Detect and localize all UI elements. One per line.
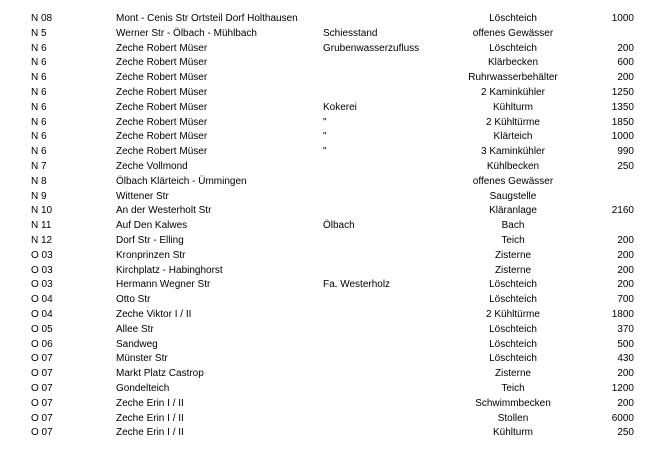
row-location: Zeche Robert Müser — [116, 146, 208, 158]
row-volume: 600 — [617, 57, 634, 69]
row-volume: 200 — [617, 72, 634, 84]
row-note: Grubenwasserzufluss — [323, 42, 420, 54]
row-code: O 07 — [31, 412, 53, 424]
table-row — [0, 338, 652, 353]
row-volume: 200 — [617, 264, 634, 276]
table-row — [0, 426, 652, 441]
row-location: Hermann Wegner Str — [116, 279, 211, 291]
row-type: Teich — [501, 235, 525, 246]
row-note: Ölbach — [323, 220, 355, 232]
row-location: Markt Platz Castrop — [116, 368, 204, 380]
row-volume: 250 — [617, 427, 634, 439]
row-type: Löschteich — [489, 294, 537, 306]
table-row — [0, 219, 652, 234]
row-volume: 430 — [617, 353, 634, 365]
row-code: N 12 — [31, 235, 53, 246]
row-type: Bach — [501, 220, 525, 232]
row-code: N 6 — [31, 72, 47, 84]
row-type: Löschteich — [489, 323, 537, 335]
row-type: Kühlbecken — [486, 161, 540, 172]
row-type: 2 Kühltürme — [486, 309, 540, 320]
row-code: O 07 — [31, 353, 53, 365]
row-code: O 06 — [31, 338, 53, 350]
row-type: 2 Kühltürme — [486, 116, 540, 128]
row-location: Zeche Erin I / II — [116, 397, 184, 409]
row-type: Zisterne — [494, 249, 532, 261]
table-row — [0, 204, 652, 219]
row-location: Zeche Robert Müser — [116, 57, 208, 69]
row-volume: 200 — [617, 235, 634, 246]
table-row — [0, 352, 652, 367]
row-type: Löschteich — [489, 338, 537, 350]
row-type: Ruhrwasserbehälter — [468, 72, 558, 84]
table-row — [0, 116, 652, 131]
table-row — [0, 86, 652, 101]
table-row — [0, 130, 652, 145]
table-row — [0, 12, 652, 27]
row-code: O 07 — [31, 383, 53, 394]
row-type: 2 Kaminkühler — [481, 87, 545, 98]
row-volume: 1000 — [611, 131, 634, 143]
row-volume: 200 — [617, 249, 634, 261]
table-row — [0, 56, 652, 71]
table-row — [0, 190, 652, 205]
row-code: N 8 — [31, 175, 47, 187]
row-type: offenes Gewässer — [472, 27, 554, 39]
row-type: Löschteich — [489, 13, 537, 24]
row-code: N 10 — [31, 205, 53, 217]
row-volume: 200 — [617, 42, 634, 54]
row-location: Werner Str - Ölbach - Mühlbach — [116, 27, 257, 39]
row-code: O 03 — [31, 264, 53, 276]
row-note: Kokerei — [323, 101, 357, 113]
row-volume: 1850 — [611, 116, 634, 128]
row-location: Auf Den Kalwes — [116, 220, 188, 232]
row-code: N 6 — [31, 87, 47, 98]
table-row — [0, 71, 652, 86]
row-type: offenes Gewässer — [472, 175, 554, 187]
row-location: Münster Str — [116, 353, 168, 365]
row-volume: 700 — [617, 294, 634, 306]
row-code: N 6 — [31, 146, 47, 158]
table-row — [0, 264, 652, 279]
row-code: O 07 — [31, 427, 53, 439]
row-code: O 05 — [31, 323, 53, 335]
row-code: O 04 — [31, 309, 53, 320]
row-volume: 1800 — [611, 309, 634, 320]
table-row — [0, 278, 652, 293]
row-volume: 1200 — [611, 383, 634, 394]
row-code: N 6 — [31, 116, 47, 128]
row-type: Zisterne — [494, 368, 532, 380]
row-volume: 1250 — [611, 87, 634, 98]
row-volume: 200 — [617, 279, 634, 291]
row-code: O 03 — [31, 249, 53, 261]
row-type: Löschteich — [489, 279, 537, 291]
table-row — [0, 42, 652, 57]
table-row — [0, 412, 652, 427]
table-row — [0, 175, 652, 190]
table-row — [0, 160, 652, 175]
row-code: N 6 — [31, 101, 47, 113]
row-location: Zeche Robert Müser — [116, 42, 208, 54]
row-note: Fa. Westerholz — [323, 279, 391, 291]
table-row — [0, 308, 652, 323]
row-volume: 500 — [617, 338, 634, 350]
row-type: Saugstelle — [489, 190, 537, 202]
row-code: O 07 — [31, 368, 53, 380]
row-location: Kronprinzen Str — [116, 249, 186, 261]
row-location: Allee Str — [116, 323, 154, 335]
table-row — [0, 27, 652, 42]
row-location: Zeche Erin I / II — [116, 427, 184, 439]
row-code: O 04 — [31, 294, 53, 306]
row-location: Zeche Robert Müser — [116, 131, 208, 143]
row-location: Mont - Cenis Str Ortsteil Dorf Holthausen — [116, 13, 298, 24]
row-type: Kühlturm — [492, 427, 533, 439]
row-type: Kläranlage — [489, 205, 537, 217]
table-row — [0, 397, 652, 412]
row-location: An der Westerholt Str — [116, 205, 212, 217]
row-location: Dorf Str - Elling — [116, 235, 184, 246]
row-volume: 250 — [617, 161, 634, 172]
row-location: Zeche Robert Müser — [116, 101, 208, 113]
row-code: N 9 — [31, 190, 47, 202]
row-type: Klärteich — [493, 131, 533, 143]
row-code: O 03 — [31, 279, 53, 291]
row-code: N 6 — [31, 131, 47, 143]
row-location: Zeche Viktor I / II — [116, 309, 192, 320]
row-volume: 6000 — [611, 412, 634, 424]
row-location: Gondelteich — [116, 383, 170, 394]
row-code: N 11 — [31, 220, 52, 232]
row-note: Schiesstand — [323, 27, 378, 39]
row-code: O 07 — [31, 397, 53, 409]
row-volume: 200 — [617, 397, 634, 409]
row-code: N 5 — [31, 27, 47, 39]
row-volume: 990 — [617, 146, 634, 158]
row-note: " — [323, 131, 327, 143]
row-type: 3 Kaminkühler — [481, 146, 545, 158]
row-location: Kirchplatz - Habinghorst — [116, 264, 223, 276]
row-type: Schwimmbecken — [475, 397, 551, 409]
row-type: Klärbecken — [487, 57, 539, 69]
row-type: Löschteich — [489, 42, 537, 54]
table-row — [0, 234, 652, 249]
row-code: N 08 — [31, 13, 53, 24]
row-location: Zeche Robert Müser — [116, 116, 208, 128]
row-type: Teich — [501, 383, 525, 394]
row-code: N 6 — [31, 42, 47, 54]
row-code: N 7 — [31, 161, 47, 172]
table-row — [0, 323, 652, 338]
table-row — [0, 249, 652, 264]
table-row — [0, 293, 652, 308]
row-location: Zeche Erin I / II — [116, 412, 184, 424]
row-location: Zeche Vollmond — [116, 161, 188, 172]
row-location: Wittener Str — [116, 190, 169, 202]
row-location: Otto Str — [116, 294, 151, 306]
row-volume: 1350 — [611, 101, 634, 113]
row-type: Stollen — [497, 412, 529, 424]
row-location: Zeche Robert Müser — [116, 72, 208, 84]
row-volume: 2160 — [611, 205, 634, 217]
table-row — [0, 367, 652, 382]
row-volume: 1000 — [611, 13, 634, 24]
row-volume: 200 — [617, 368, 634, 380]
table-row — [0, 382, 652, 397]
row-volume: 370 — [617, 323, 634, 335]
row-location: Zeche Robert Müser — [116, 87, 208, 98]
row-note: " — [323, 116, 327, 128]
row-location: Sandweg — [116, 338, 158, 350]
row-note: " — [323, 146, 327, 158]
row-location: Ölbach Klärteich - Ümmingen — [116, 175, 247, 187]
table-row — [0, 145, 652, 160]
row-type: Kühlturm — [492, 101, 533, 113]
table-row — [0, 101, 652, 116]
row-type: Löschteich — [489, 353, 537, 365]
row-code: N 6 — [31, 57, 47, 69]
row-type: Zisterne — [494, 264, 532, 276]
